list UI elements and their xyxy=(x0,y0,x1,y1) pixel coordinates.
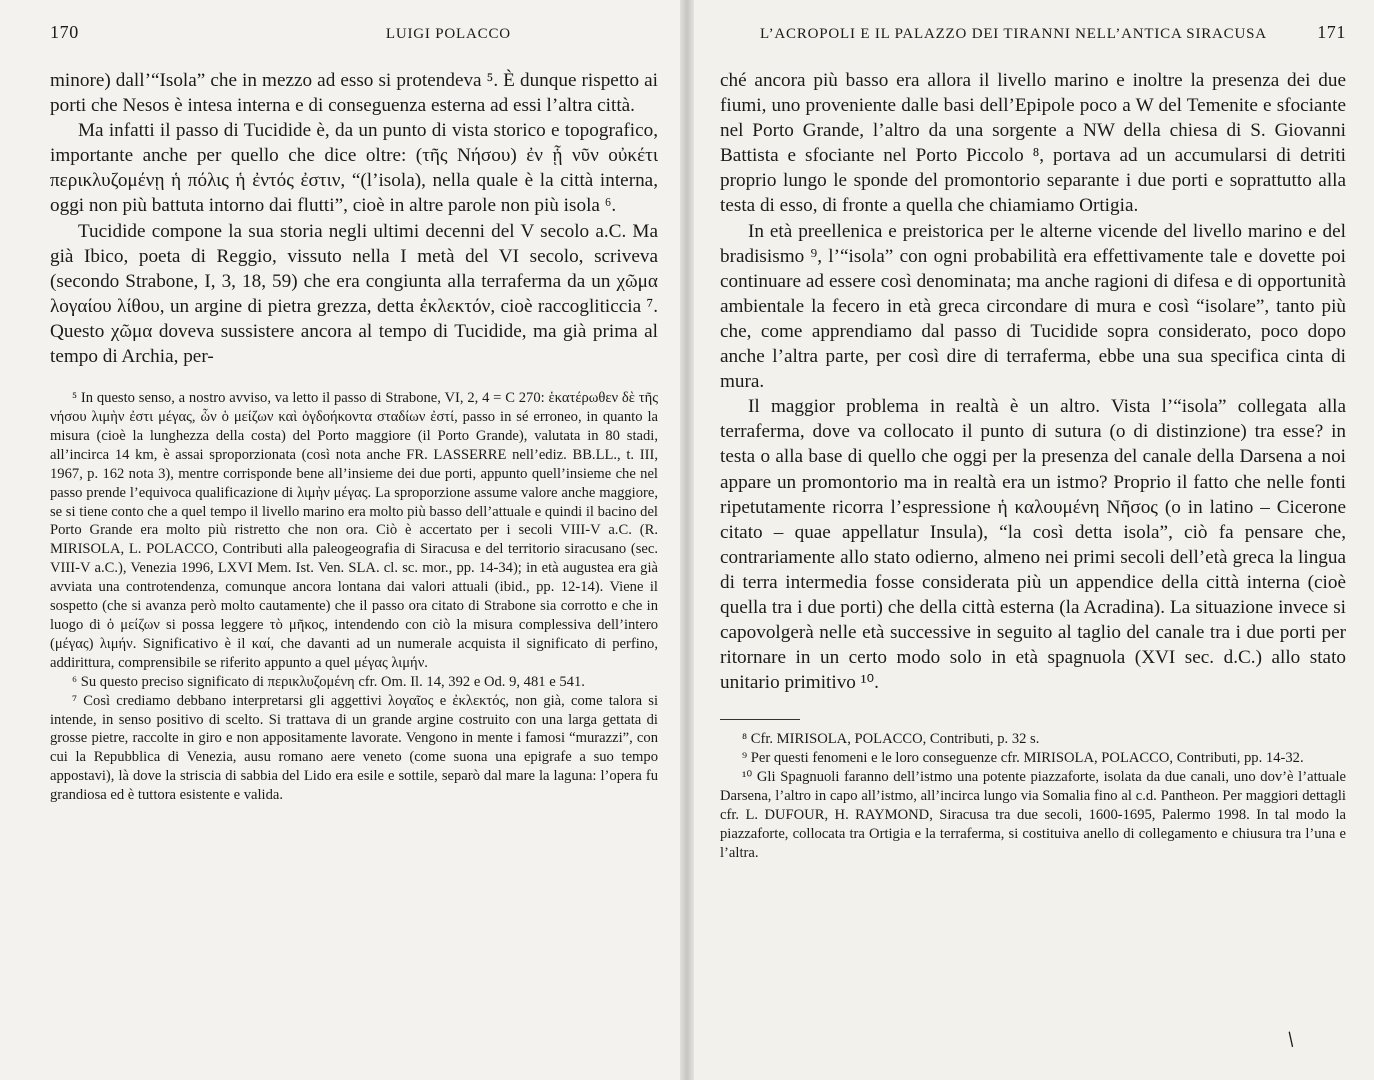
paragraph: Tucidide compone la sua storia negli ultimi decenni del V secolo a.C. Ma già Ibico, poeta di Reggio, vissuto nella I metà del VI secolo, scriveva (secondo Strabone, I, 3, 18, 59) che era congiunta alla terraferma da un χῶμα λογαίου λίθου, un argine di pietra grezza, detta ἐκλεκτόν, cioè raccogliticcia ⁷. Questo χῶμα doveva sussistere ancora al tempo di Tucidide, ma già prima al tempo di Archia, per- xyxy=(50,220,658,368)
book-gutter xyxy=(680,0,694,1080)
footnote-9: ⁹ Per questi fenomeni e le loro conseguenze cfr. MIRISOLA, POLACCO, Contributi, pp. 14-32. xyxy=(742,750,1304,767)
right-body-text xyxy=(720,68,1346,695)
footnote-rule xyxy=(720,719,800,720)
paragraph: Ma infatti il passo di Tucidide è, da un punto di vista storico e topografico, importante anche per quello che dice oltre: (τῆς Νήσου) ἐν ᾗ νῦν οὐκέτι περικλυζομένῃ ἡ πόλις ἡ ἐντός ἐστιν, “(l’isola), nella quale è la città interna, oggi non più battuta intorno dai flutti”, cioè in altre parole non più isola ⁶. xyxy=(50,120,658,217)
left-footnotes xyxy=(50,389,658,805)
left-page xyxy=(0,0,684,1080)
paragraph: minore) dall’“Isola” che in mezzo ad esso si protendeva ⁵. È dunque rispetto ai porti che Nesos è intesa interna e di conseguenza esterna ad essi l’altra città. xyxy=(50,70,658,117)
footnote-8: ⁸ Cfr. MIRISOLA, POLACCO, Contributi, p. 32 s. xyxy=(742,731,1040,748)
page-number-left: 170 xyxy=(50,22,79,42)
right-header xyxy=(720,22,1346,56)
left-body-text xyxy=(50,68,658,369)
footnote-10: ¹⁰ Gli Spagnuoli faranno dell’istmo una potente piazzaforte, isolata da due canali, uno dov’è l’attuale Darsena, l’altro in capo all’istmo, all’incirca lungo via Somalia fino al c.d. Pantheon. Per maggiori dettagli cfr. L. DUFOUR, H. RAYMOND, Siracusa tra due secoli, 1600-1695, Palermo 1998. In tal modo la piazzaforte, collocata tra Ortigia e la terraferma, si costituiva anello di collegamento e chiusura tra l’una e l’altra. xyxy=(720,769,1346,861)
running-head-right: L’ACROPOLI E IL PALAZZO DEI TIRANNI NELL’ANTICA SIRACUSA xyxy=(760,26,1267,42)
paragraph: In età preellenica e preistorica per le alterne vicende del livello marino e del bradisismo ⁹, l’“isola” con ogni probabilità era effettivamente tale e dovette poi continuare ad essere così denominata; ma anche ragioni di difesa e di opportunità ambientale la fecero in età greca circondare di mura e così “isolare”, tanto più che, come apprendiamo dal passo di Tucidide sopra considerato, poco dopo anche l’altra parte, per così dire di terraferma, ebbe una sua specifica cinta di mura. xyxy=(720,220,1346,393)
right-page xyxy=(684,0,1374,1080)
left-header xyxy=(50,22,658,56)
footnote-6: ⁶ Su questo preciso significato di περικλυζομένη cfr. Om. Il. 14, 392 e Od. 9, 481 e 541. xyxy=(72,673,585,690)
paragraph: ché ancora più basso era allora il livello marino e inoltre la presenza dei due fiumi, uno proveniente dalle basi dell’Epipole poco a W del Temenite e sfociante nel Porto Grande, l’altro da una sorgente a NW della chiesa di S. Giovanni Battista e sfociante nel Porto Piccolo ⁸, portava ad un accumularsi di detriti proprio lungo le sponde del promontorio separante i due porti e soprattutto alla testa di esso, di fronte a quella che chiamiamo Ortigia. xyxy=(720,70,1346,217)
right-footnotes xyxy=(720,730,1346,862)
footnote-7: ⁷ Così crediamo debbano interpretarsi gli aggettivi λογαῖος e ἐκλεκτός, non già, come talora si intende, in senso positivo di scelto. Si trattava di un grande argine costruito con una larga gettata di grosse pietre, raccolte in giro e non appositamente lavorate. Vengono in mente i famosi “murazzi”, con cui la Repubblica di Venezia, ausu romano aere veneto (come suona una epigrafe a suo tempo appostavi), là dove la striscia di sabbia del Lido era esile e sottile, separò dal mare la laguna: l’opera fu grandiosa ed è tuttora esistente e valida. xyxy=(50,692,658,804)
running-head-left: LUIGI POLACCO xyxy=(385,26,511,42)
footnote-5: ⁵ In questo senso, a nostro avviso, va letto il passo di Strabone, VI, 2, 4 = C 270: ἑκατέρωθεν δὲ τῆς νήσου λιμὴν ἐστι μέγας, ὧν ὁ μείζων καὶ ὀγδοήκοντα σταδίων ἐστί, passo in sé erroneo, in quanto la misura (cioè la lunghezza della costa) del Porto maggiore (il Porto Grande), valutata in 80 stadi, all’incirca 14 km, è assai sproporzionata (così nota anche FR. LASSERRE nell’ediz. BB.LL., t. III, 1967, p. 162 nota 3), mentre corrisponde bene all’insieme dei due porti, appunto quell’insieme che nel passo prende l’equivoca qualificazione di λιμὴν μέγας. La sproporzione assume valore anche maggiore, se si tiene conto che a quel tempo il livello marino era molto più basso dell’attuale e quindi il bacino del Porto Grande era molto più ristretto che non ora. Ciò è accertato per i secoli VIII-V a.C. (R. MIRISOLA, L. POLACCO, Contributi alla paleogeografia di Siracusa e del territorio siracusano (sec. VIII-V a.C.), Venezia 1996, LXVI Mem. Ist. Ven. SLA. cl. sc. mor., pp. 14-34); in età augustea era già avviata una controtendenza, comunque ancora lontana dai valori attuali (ibid., pp. 12-14). Viene il sospetto (che si avanza però molto cautamente) che il passo ora citato di Strabone sia corrotto e che in luogo di ὁ μείζων si possa leggere τὸ μῆκος, intendendo con ciò la misura complessiva dell’intero (μέγας) λιμήν. Significativo è il καί, che davanti ad un numerale acquista il significato di perfino, addirittura, comprensibile se riferito appunto a quel μέγας λιμήν. xyxy=(50,390,658,671)
pen-mark: / xyxy=(1283,1028,1299,1051)
paragraph: Il maggior problema in realtà è un altro. Vista l’“isola” collegata alla terraferma, dove va collocato il punto di sutura (o di distinzione) tra esse? in testa o alla base di quello che oggi per la presenza del canale della Darsena a noi appare un promontorio ma in realtà era un istmo? Proprio il fatto che nelle fonti ripetutamente ricorra l’espressione ἡ καλουμένη Νῆσος (o in latino – Cicerone citato – quae appellatur Insula), “la così detta isola”, ciò fa pensare che, contrariamente allo stato odierno, almeno nei primi secoli dell’età greca la lingua di terra intermedia fosse considerata più un appendice della città interna (cioè quella tra i due porti) che della città esterna (la Acradina). La situazione invece si capovolgerà nelle età successive in seguito al taglio del canale tra i due porti per ritornare in un certo modo solo in età spagnuola (XVI sec. d.C.) allo stato unitario primitivo ¹⁰. xyxy=(720,396,1346,694)
page-number-right: 171 xyxy=(1317,22,1346,42)
